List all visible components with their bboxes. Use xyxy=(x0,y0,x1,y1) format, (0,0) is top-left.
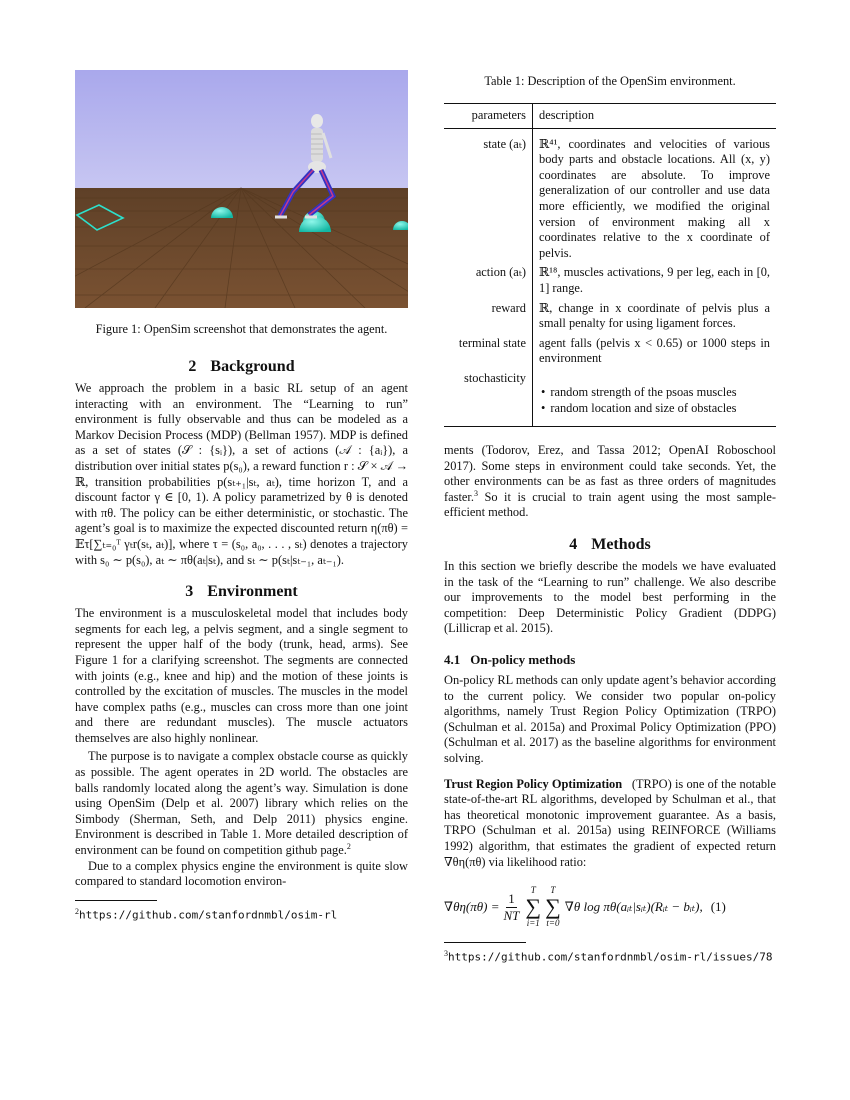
environment-paragraph-2: The purpose is to navigate a complex obstacle course as quickly as possible. The agent operates in 2D world. The obstacles are balls randomly located along the agent’s way. Simulation is done using OpenSim (Delp et al. 2007) library which relies on the Simbody (Sherman, Seth, and Delp 2011) physics engine. Environment is described in Table 1. More detailed description of environment can be found on competition github page.$^2$ xyxy=(75,749,408,858)
methods-paragraph: In this section we briefly describe the models we have evaluated in the task of the “Learning to run” challenge. We also describe our improvements to the model best performing in the competition: Deep Deterministic Policy Gradient (DDPG) (Lillicrap et al. 2015). xyxy=(444,559,776,636)
subsection-heading-on-policy: 4.1 On-policy methods xyxy=(444,652,576,668)
list-item: • random location and size of obstacles xyxy=(553,401,770,417)
trpo-paragraph: Trust Region Policy Optimization (TRPO) is one of the notable state-of-the-art RL algorithms, developed by Schulman et al., that has theoretical monotonic improvement guarantee. As a basis, TRPO (Schulman et al. 2015a) using REINFORCE (Williams 1992) algorithm, that estimates the gradient of expected return ∇θη(πθ) via likelihood ratio: xyxy=(444,776,776,869)
environment-paragraph-1: The environment is a musculoskeletal model that includes body segments for each leg, a pelvis segment, and a single segment to represent the upper half of the body (trunk, head, arms). See Figure 1 for a clarifying screenshot. The segments are connected with joints (e.g., knee and hip) and the motion of these joints is controlled by the excitation of muscles. The muscles in the model have complex paths (e.g., muscles can cross more than one joint and there are redundant muscles). The muscle actuators themselves are also highly nonlinear. xyxy=(75,606,408,745)
on-policy-paragraph: On-policy RL methods can only update agent’s behavior according to the current policy. We consider two popular on-policy algorithms, namely Trust Region Policy Optimization (TRPO) (Schulman et al. 2015a) and Proximal Policy Optimization (PPO) (Schulman et al. 2017) as the baseline algorithms for environment solving. xyxy=(444,673,776,765)
footnote-rule xyxy=(75,900,157,901)
figure-caption: Figure 1: OpenSim screenshot that demonstrates the agent. xyxy=(95,322,388,336)
table-header-description: description xyxy=(533,104,777,129)
stochasticity-list xyxy=(539,385,770,416)
background-paragraph: We approach the problem in a basic RL setup of an agent interacting with an environment. The “Learning to run” environment is fully observable and thus can be modeled as a Markov Decision Process (MDP) (Bellman 1957). MDP is defined as a set of states (𝒮 : {sᵢ}), a set of actions (𝒜 : {aᵢ}), a distribution over initial states p(s₀), a reward function r : 𝒮 × 𝒜 → ℝ, transition probabilities p(sₜ₊₁|sₜ, aₜ), time horizon T, and a discount factor γ ∈ [0, 1). A policy parametrized by θ is denoted with πθ. The policy can be either deterministic, or stochastic. The agent’s goal is to maximize the expected discounted return η(πθ) = 𝔼τ[∑ₜ₌₀ᵀ γₜr(sₜ, aₜ)], where τ = (s₀, a₀, . . . , sₜ) denotes a trajectory with s₀ ∼ p(s₀), aₜ ∼ πθ(aₜ|sₜ), and sₜ ∼ p(sₜ|sₜ₋₁, aₜ₋₁). xyxy=(75,381,408,567)
footnote-ref-3: 3 xyxy=(473,488,478,498)
table-row: state (aₜ) ℝ⁴¹, coordinates and velocities of various body parts and obstacle locations. All (x, y) coordinates are absolute. To improve generalization of our controller and use data more efficiently, we modified the original version of environment making all x coordinates relative to the x coordinate of pelvis. xyxy=(444,128,776,263)
table-row: stochasticity • random strength of the psoas muscles • random location and size of obstacles xyxy=(444,369,776,427)
footnote-3[interactable]: $^3$https://github.com/stanfordnmbl/osim-rl/issues/78 xyxy=(444,949,773,964)
environment-paragraph-3: Due to a complex physics engine the environment is quite slow compared to standard locomotion environ- xyxy=(75,858,408,889)
table-caption: Table 1: Description of the OpenSim environment. xyxy=(484,74,736,88)
trpo-heading: Trust Region Policy Optimization xyxy=(444,776,623,791)
section-heading-environment: 3 Environment xyxy=(185,583,298,601)
opensim-figure xyxy=(75,70,408,308)
table-row: action (aₜ) ℝ¹⁸, muscles activations, 9 per leg, each in [0, 1] range. xyxy=(444,263,776,298)
footnote-2[interactable]: $^2$https://github.com/stanfordnmbl/osim-rl xyxy=(75,906,338,922)
list-item: • random strength of the psoas muscles xyxy=(553,385,770,401)
section-heading-background: 2 Background xyxy=(188,358,295,375)
table-row: terminal state agent falls (pelvis x < 0.65) or 1000 steps in environment xyxy=(444,334,776,369)
footnote-ref-2: 2 xyxy=(346,841,351,851)
section-heading-methods: 4 Methods xyxy=(569,536,651,554)
table-header-parameters: parameters xyxy=(444,104,533,129)
right-column xyxy=(444,70,776,965)
left-column xyxy=(75,70,408,922)
continued-paragraph: ments (Todorov, Erez, and Tassa 2012; OpenAI Roboschool 2017). Some steps in environment could take seconds. Yet, the other environments can be as fast as three orders of magnitudes faster.$^3$ So it is crucial to train agent using the most sample-efficient method. xyxy=(444,443,776,520)
table-row: reward ℝ, change in x coordinate of pelvis plus a small penalty for using ligament forces. xyxy=(444,299,776,334)
environment-table xyxy=(444,103,776,427)
footnote-rule xyxy=(444,942,526,943)
equation-1: ∇θη(πθ) = $\frac{1}{NT}$ T ∑ i=1 T ∑ t=0 ∇θ log πθ(aᵢₜ|sᵢₜ)(Rᵢₜ − bᵢₜ), (1) xyxy=(444,885,726,929)
